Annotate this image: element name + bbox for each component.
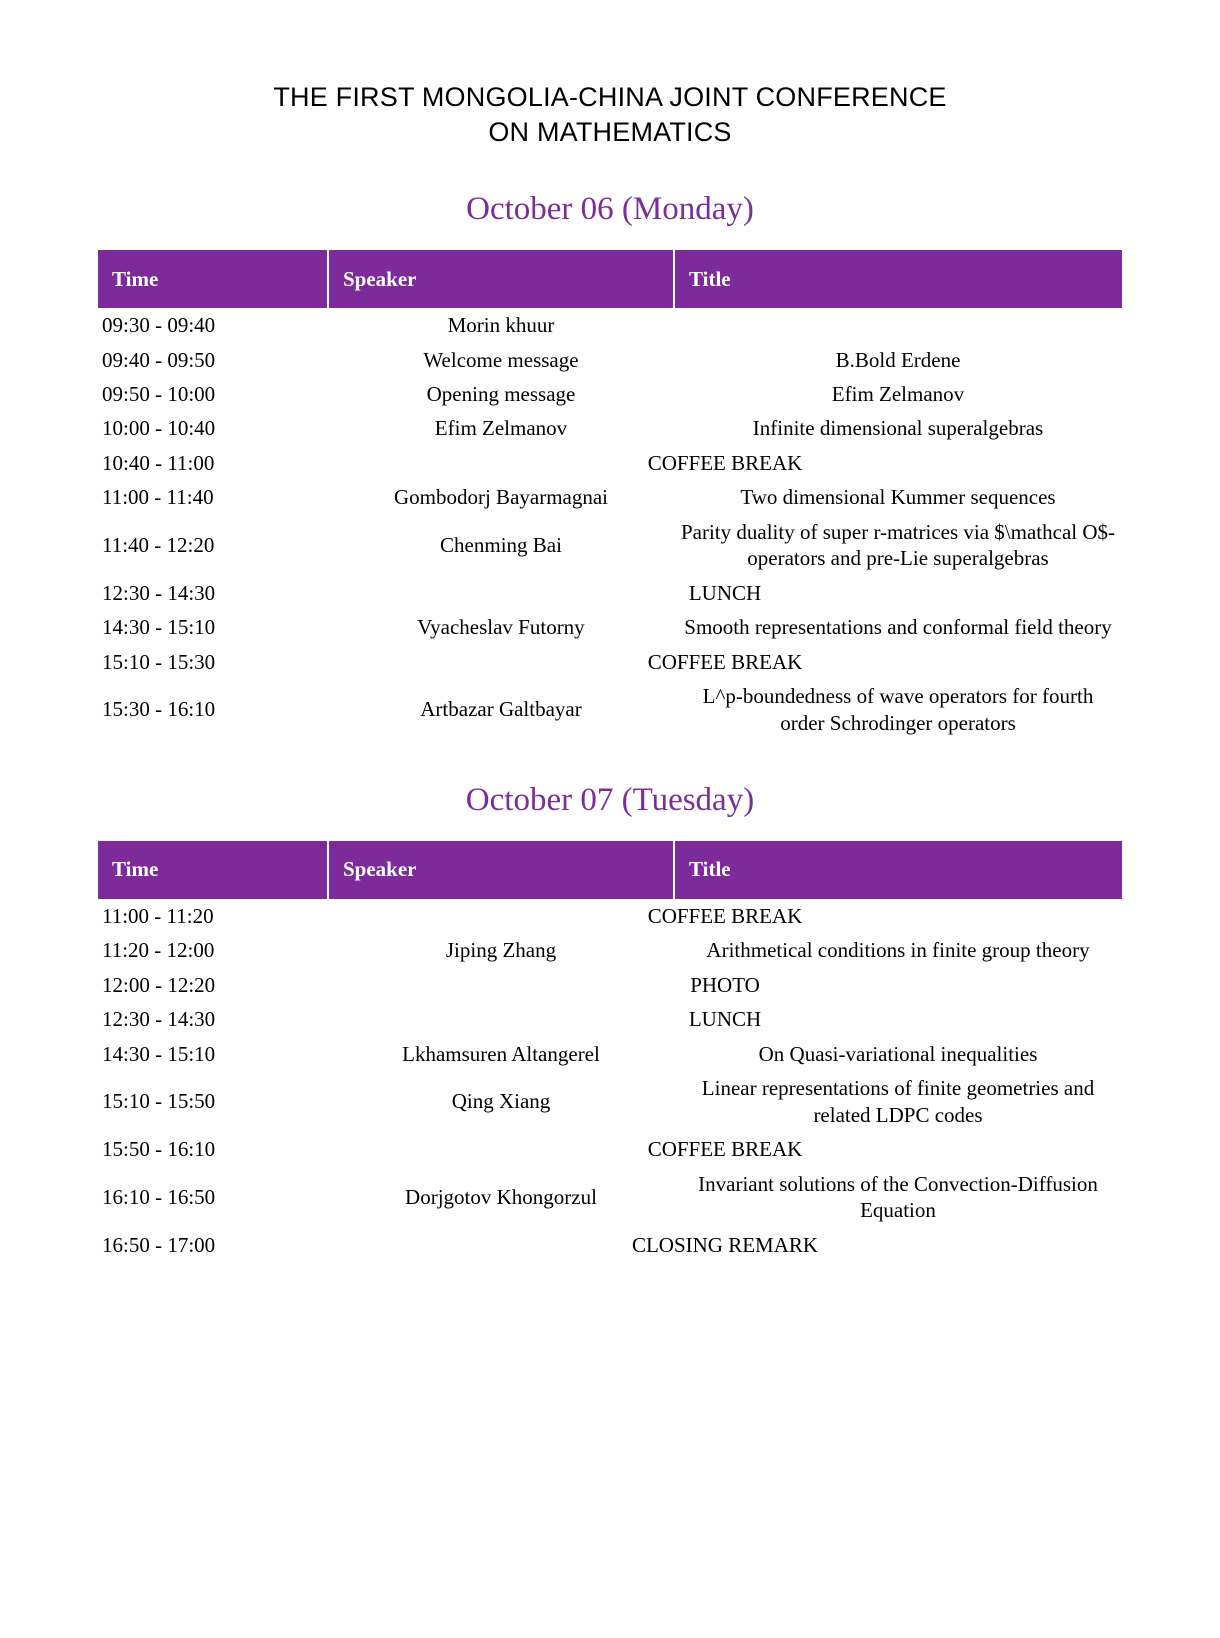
table-row [98, 515, 1122, 576]
cell-speaker: Jiping Zhang [445, 938, 557, 963]
cell-speaker: Opening message [426, 382, 576, 406]
cell-time: 12:00 - 12:20 [102, 972, 216, 997]
cell-time: 15:10 - 15:50 [102, 1089, 216, 1114]
cell-speaker: Chenming Bai [440, 533, 562, 558]
cell-time: 11:00 - 11:20 [102, 903, 214, 928]
cell-time: 10:40 - 11:00 [102, 450, 215, 475]
table-row [98, 411, 1122, 445]
cell-time: 09:50 - 10:00 [102, 382, 216, 406]
table-row [98, 645, 1122, 679]
cell-time: 16:10 - 16:50 [102, 1184, 216, 1209]
table-row [98, 377, 1122, 411]
schedule-table [98, 250, 1122, 740]
table-row [98, 308, 1122, 342]
cell-speaker: Dorjgotov Khongorzul [405, 1184, 597, 1209]
cell-title: Linear representations of finite geometries and related LDPC codes [701, 1076, 1095, 1127]
cell-time: 09:30 - 09:40 [102, 313, 216, 338]
cell-title: Infinite dimensional superalgebras [752, 416, 1044, 441]
cell-event: LUNCH [688, 1007, 762, 1032]
cell-event: COFFEE BREAK [647, 649, 803, 674]
cell-time: 11:20 - 12:00 [102, 938, 215, 963]
table-row [98, 1228, 1122, 1262]
cell-title: B.Bold Erdene [835, 347, 961, 372]
cell-event: COFFEE BREAK [647, 903, 803, 928]
column-header-speaker: Speaker [328, 841, 674, 899]
table-row [98, 576, 1122, 610]
cell-speaker: Efim Zelmanov [434, 416, 568, 441]
cell-title: Two dimensional Kummer sequences [740, 485, 1056, 510]
cell-time: 12:30 - 14:30 [102, 580, 216, 605]
table-row [98, 343, 1122, 377]
cell-time: 15:10 - 15:30 [102, 649, 216, 674]
table-row [98, 610, 1122, 644]
cell-title: Invariant solutions of the Convection-Diffusion Equation [698, 1171, 1098, 1223]
schedule-table [98, 841, 1122, 1262]
cell-speaker: Artbazar Galtbayar [420, 697, 582, 722]
cell-time: 11:00 - 11:40 [102, 485, 214, 510]
table-row [98, 1071, 1122, 1132]
day-heading: October 07 (Tuesday) [465, 781, 755, 818]
cell-time: 15:30 - 16:10 [102, 697, 216, 722]
cell-title: On Quasi-variational inequalities [758, 1041, 1038, 1066]
table-row [98, 1132, 1122, 1166]
column-header-title: Title [674, 250, 1122, 308]
table-row [98, 1037, 1122, 1071]
table-row [98, 968, 1122, 1002]
cell-title: Arithmetical conditions in finite group theory [706, 938, 1090, 963]
cell-time: 15:50 - 16:10 [102, 1137, 216, 1162]
cell-time: 12:30 - 14:30 [102, 1007, 216, 1032]
cell-event: COFFEE BREAK [647, 1137, 803, 1162]
cell-event: COFFEE BREAK [647, 450, 803, 475]
cell-time: 16:50 - 17:00 [102, 1232, 216, 1257]
schedule-container [98, 191, 1122, 1262]
cell-title: Efim Zelmanov [831, 382, 965, 406]
cell-speaker: Morin khuur [447, 313, 555, 338]
cell-speaker: Welcome message [423, 347, 579, 372]
day-heading: October 06 (Monday) [466, 191, 754, 228]
cell-time: 11:40 - 12:20 [102, 533, 215, 558]
column-header-title: Title [674, 841, 1122, 899]
table-row [98, 933, 1122, 967]
page-title [98, 80, 1122, 149]
cell-time: 14:30 - 15:10 [102, 1041, 216, 1066]
column-header-speaker: Speaker [328, 250, 674, 308]
table-row [98, 480, 1122, 514]
cell-time: 09:40 - 09:50 [102, 347, 216, 372]
cell-time: 10:00 - 10:40 [102, 416, 216, 441]
table-row [98, 1002, 1122, 1036]
table-row [98, 899, 1122, 933]
table-row [98, 446, 1122, 480]
table-header-row [98, 841, 1122, 899]
cell-speaker: Vyacheslav Futorny [417, 615, 585, 640]
cell-speaker: Gombodorj Bayarmagnai [393, 485, 609, 510]
cell-title [674, 308, 1122, 342]
cell-event: LUNCH [688, 580, 762, 605]
cell-event: CLOSING REMARK [631, 1232, 819, 1257]
cell-title: Smooth representations and conformal field theory [684, 615, 1112, 640]
column-header-time: Time [98, 841, 328, 899]
table-row [98, 1167, 1122, 1228]
cell-title: Parity duality of super r-matrices via $\mathcal O$-operators and pre-Lie superalgebras [680, 519, 1116, 571]
table-header-row [98, 250, 1122, 308]
cell-speaker: Qing Xiang [451, 1089, 551, 1114]
page-title-line-2: ON MATHEMATICS [488, 116, 732, 147]
page-title-line-1: THE FIRST MONGOLIA-CHINA JOINT CONFERENCE [273, 82, 947, 112]
cell-event: PHOTO [690, 972, 760, 997]
cell-speaker: Lkhamsuren Altangerel [402, 1041, 600, 1066]
column-header-time: Time [98, 250, 328, 308]
cell-time: 14:30 - 15:10 [102, 615, 216, 640]
table-row [98, 679, 1122, 740]
cell-title: L^p-boundedness of wave operators for fourth order Schrodinger operators [702, 684, 1094, 735]
